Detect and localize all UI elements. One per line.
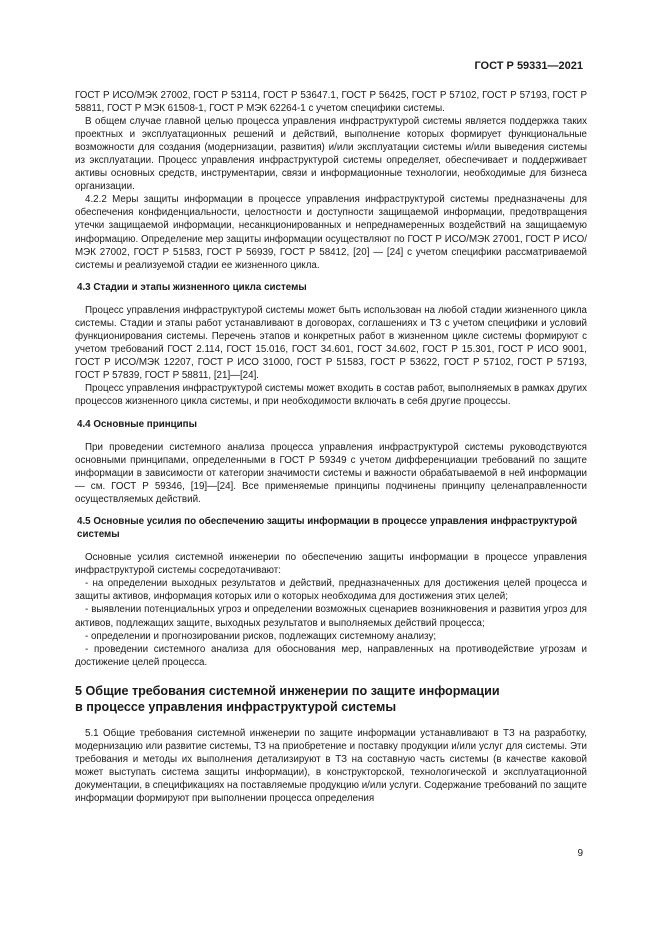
document-header-id: ГОСТ Р 59331—2021 bbox=[474, 60, 583, 72]
paragraph: ГОСТ Р ИСО/МЭК 27002, ГОСТ Р 53114, ГОСТ Р 53647.1, ГОСТ Р 56425, ГОСТ Р 57102, ГОСТ Р 57193, ГОСТ Р 58811, ГОСТ Р МЭК 61508-1, ГОСТ Р МЭК 62264-1 с учетом специфики системы. bbox=[75, 90, 587, 115]
section-heading-5-line2: в процессе управления инфраструктурой системы bbox=[75, 699, 397, 714]
list-item: - на определении выходных результатов и действий, предназначенных для достижения целей процесса и защиты активов, информация которых или о которых необходима для достижения этих целей; bbox=[75, 578, 587, 603]
paragraph: Основные усилия системной инженерии по обеспечению защиты информации в процессе управления инфраструктурой системы сосредотачивают: bbox=[75, 552, 587, 577]
paragraph: При проведении системного анализа процесса управления инфраструктурой системы руководствуются основными принципами, определенными в ГОСТ Р 59349 с учетом дифференциации требований по защите информации в зависимости от категории значимости системы и важности обрабатываемой в ней информации — см. ГОСТ Р 59346, [19]—[24]. Все применяемые принципы подчинены принципу целенаправленности осуществляемых действий. bbox=[75, 442, 587, 506]
list-item: - проведении системного анализа для обоснования мер, направленных на противодействие угрозам и достижение целей процесса. bbox=[75, 643, 587, 668]
paragraph: Процесс управления инфраструктурой системы может входить в состав работ, выполняемых в рамках других процессов жизненного цикла системы, и при необходимости включать в себя другие процессы. bbox=[75, 383, 587, 408]
section-heading-5-line1: 5 Общие требования системной инженерии по защите информации bbox=[75, 683, 500, 698]
section-heading-4-4: 4.4 Основные принципы bbox=[77, 418, 197, 430]
document-body bbox=[75, 89, 587, 805]
section-heading-4-5: 4.5 Основные усилия по обеспечению защиты информации в процессе управления инфраструктурой системы bbox=[77, 516, 578, 540]
page-number: 9 bbox=[577, 848, 583, 859]
paragraph: 5.1 Общие требования системной инженерии по защите информации устанавливают в ТЗ на разработку, модернизацию или развитие системы, ТЗ на приобретение и поставку продукции и/или услуг для системы. Эти требования и методы их выполнения детализируют в ТЗ на составную часть системы (в качестве каковой может выступать система защиты информации), в конструкторской, технологической и эксплуатационной документации, в спецификациях на поставляемые продукцию и/или услуги. Содержание требований по защите информации формируют при выполнении процесса определения bbox=[75, 727, 587, 804]
list-item: - выявлении потенциальных угроз и определении возможных сценариев возникновения и развития угроз для активов, подлежащих защите, выходных результатов и выполняемых действий процесса; bbox=[75, 604, 587, 629]
list-item: - определении и прогнозировании рисков, подлежащих системному анализу; bbox=[85, 630, 437, 642]
paragraph: Процесс управления инфраструктурой системы может быть использован на любой стадии жизненного цикла системы. Стадии и этапы работ устанавливают в договорах, соглашениях и ТЗ с учетом специфики и условий функционирования системы. Перечень этапов и конкретных работ в жизненном цикле системы формируют с учетом требований ГОСТ 2.114, ГОСТ 15.016, ГОСТ 34.601, ГОСТ 34.602, ГОСТ Р 15.301, ГОСТ Р ИСО 9001, ГОСТ Р ИСО/МЭК 12207, ГОСТ Р ИСО 31000, ГОСТ Р 51583, ГОСТ Р 53622, ГОСТ Р 57102, ГОСТ Р 57193, ГОСТ Р 57839, ГОСТ Р 58811, [21]—[24]. bbox=[75, 305, 587, 382]
paragraph: В общем случае главной целью процесса управления инфраструктурой системы является поддержка таких проектных и эксплуатационных решений и действий, выполнение которых формирует функциональные возможности для создания (модернизации, развития) и/или эксплуатации системы и/или выведения системы из эксплуатации. Процесс управления инфраструктурой системы определяет, обеспечивает и поддерживает активы основных средств, инструментарии, связи и информационные технологии, необходимые для бизнеса организации. bbox=[75, 116, 587, 193]
section-heading-5 bbox=[75, 683, 587, 715]
paragraph: 4.2.2 Меры защиты информации в процессе управления инфраструктурой системы предназначены для обеспечения конфиденциальности, целостности и доступности защищаемой информации, предотвращения утечки защищаемой информации, несанкционированных и непреднамеренных воздействий на защищаемую информацию. Определение мер защиты информации осуществляют по ГОСТ Р ИСО/МЭК 27001, ГОСТ Р ИСО/МЭК 27002, ГОСТ Р 51583, ГОСТ Р 56939, ГОСТ Р 58412, [20] — [24] с учетом специфики рассматриваемой системы и реализуемой стадии ее жизненного цикла. bbox=[75, 194, 587, 271]
section-heading-4-3: 4.3 Стадии и этапы жизненного цикла системы bbox=[77, 281, 307, 293]
